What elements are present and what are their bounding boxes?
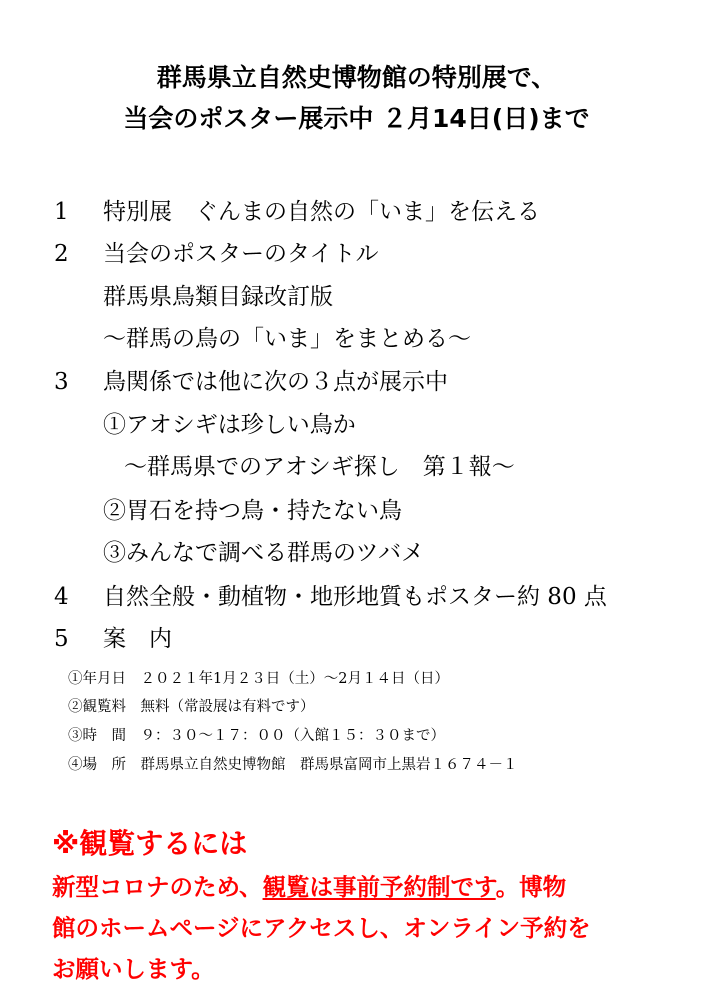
item-text: 案 内 — [103, 626, 172, 652]
page-title-line-2: 当会のポスター展示中 ２月14日(日)まで — [123, 104, 590, 133]
item-number: 4 — [54, 584, 69, 610]
notice-text: 。博物 — [495, 873, 567, 901]
poster-title: 群馬県鳥類目録改訂版 — [103, 284, 333, 310]
sub-item-text: ②胃石を持つ鳥・持たない鳥 — [103, 498, 402, 524]
notice-text: 新型コロナのため、 — [52, 873, 263, 901]
sub-item-subtitle: ～群馬県でのアオシギ探し 第１報～ — [124, 454, 515, 480]
reservation-required-text: 観覧は事前予約制です — [262, 873, 496, 901]
item-number: 2 — [54, 241, 69, 267]
detail-date: ①年月日 ２０２１年1月２３日（土）～2月１４日（日） — [68, 671, 449, 687]
sub-item-text: ①アオシギは珍しい鳥か — [103, 412, 356, 438]
notice-line-1 — [52, 871, 566, 903]
item-text: 鳥関係では他に次の３点が展示中 — [103, 369, 448, 395]
page-title-line-1: 群馬県立自然史博物館の特別展で、 — [156, 63, 557, 92]
item-number: 1 — [54, 199, 69, 225]
sub-item-text: ③みんなで調べる群馬のツバメ — [103, 540, 425, 566]
notice-line-3: お願いします。 — [52, 955, 215, 983]
item-number: 5 — [54, 626, 69, 652]
notice-heading: ※観覧するには — [52, 827, 248, 860]
item-text: 当会のポスターのタイトル — [103, 241, 379, 267]
detail-hours: ③時 間 ９：３０～１７：００（入館１５：３０まで） — [68, 728, 445, 744]
detail-fee: ②観覧料 無料（常設展は有料です） — [68, 699, 315, 715]
notice-line-2: 館のホームページにアクセスし、オンライン予約を — [52, 914, 591, 942]
detail-location: ④場 所 群馬県立自然史博物館 群馬県富岡市上黒岩１６７４－１ — [68, 757, 518, 773]
item-number: 3 — [54, 369, 69, 395]
poster-subtitle: ～群馬の鳥の「いま」をまとめる～ — [103, 326, 471, 352]
item-text: 特別展 ぐんまの自然の「いま」を伝える — [103, 199, 540, 225]
item-text: 自然全般・動植物・地形地質もポスター約 80 点 — [103, 584, 607, 610]
